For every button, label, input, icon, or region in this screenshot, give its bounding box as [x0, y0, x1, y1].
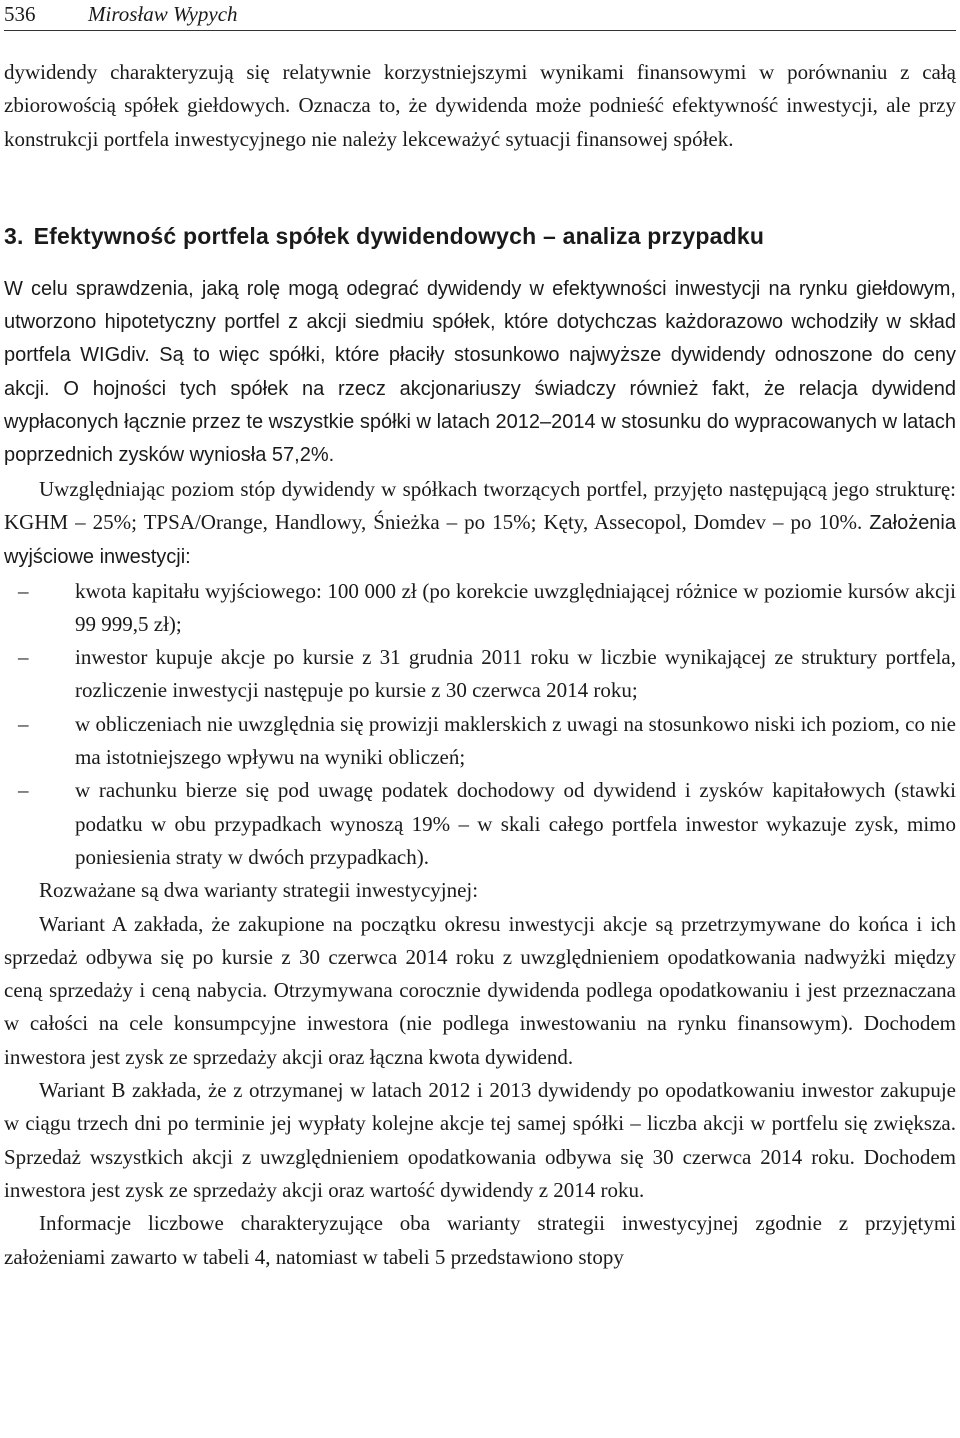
section-number: 3.: [4, 222, 24, 249]
page-number: 536: [4, 2, 36, 26]
paragraph-variant-b: Wariant B zakłada, że z otrzymanej w latach 2012 i 2013 dywidendy po opodatkowaniu inwestor zakupuje w ciągu trzech dni po terminie jej wypłaty kolejne akcje tej samej spółki – liczba akcji w portfelu się zwiększa. Sprzedaż wszystkich akcji z uwzględnieniem opodatkowania odbywa się 30 czerwca 2014 roku. Dochodem inwestora jest zysk ze sprzedaży akcji oraz wartość dywidendy z 2014 roku.: [4, 1078, 956, 1202]
paragraph-portfolio-structure: [4, 473, 956, 575]
list-item: [4, 641, 956, 708]
list-item-text: w obliczeniach nie uwzględnia się prowizji maklerskich z uwagi na stosunkowo niski ich poziom, co nie ma istotniejszego wpływu na wyniki obliczeń;: [75, 711, 956, 770]
list-item-text: inwestor kupuje akcje po kursie z 31 grudnia 2011 roku w liczbie wynikającej ze struktury portfela, rozliczenie inwestycji następuje po kursie z 30 czerwca 2014 roku;: [75, 645, 956, 703]
list-item-text: w rachunku bierze się pod uwagę podatek dochodowy od dywidend i zysków kapitałowych (stawki podatku w obu przypadkach wynoszą 19% – w skali całego portfela inwestor wykazuje zysk, mimo poniesienia straty w dwóch przypadkach).: [75, 778, 956, 869]
section-title: Efektywność portfela spółek dywidendowych – analiza przypadku: [33, 222, 765, 249]
list-item: [4, 575, 956, 642]
list-dash: –: [18, 578, 29, 603]
paragraph-strategy-variants: Rozważane są dwa warianty strategii inwestycyjnej:: [39, 878, 479, 903]
list-dash: –: [18, 711, 29, 736]
running-head: [4, 0, 956, 31]
list-dash: –: [18, 778, 29, 803]
paragraph-variant-a: Wariant A zakłada, że zakupione na początku okresu inwestycji akcje są przetrzymywane do końca i ich sprzedaż odbywa się po kursie z 30 czerwca 2014 roku z uwzględnieniem opodatkowania nadwyżki między ceną sprzedaży i ceną nabycia. Otrzymywana corocznie dywidenda podlega opodatkowaniu i jest przeznaczana w całości na cele konsumpcyjne inwestora (nie podlega inwestowaniu na rynku finansowym). Dochodem inwestora jest zysk ze sprzedaży akcji oraz łączna kwota dywidend.: [4, 911, 956, 1069]
paragraph-tables-intro: Informacje liczbowe charakteryzujące oba warianty strategii inwestycyjnej zgodnie z przyjętymi założeniami zawarto w tabeli 4, natomiast w tabeli 5 przedstawiono stopy: [4, 1211, 956, 1269]
running-head-author: Mirosław Wypych: [88, 2, 238, 26]
portfolio-structure-text: Uwzględniając poziom stóp dywidendy w spółkach tworzących portfel, przyjęto następującą jego strukturę: KGHM – 25%; TPSA/Orange, Handlowy, Śnieżka – po 15%; Kęty, Assecopol, Domdev – po 10%.: [4, 476, 956, 534]
list-item-text: kwota kapitału wyjściowego: 100 000 zł (po korekcie uwzględniającej różnice w poziomie kursów akcji 99 999,5 zł);: [75, 578, 956, 636]
paragraph-case-study: W celu sprawdzenia, jaką rolę mogą odegrać dywidendy w efektywności inwestycji na rynku giełdowym, utworzono hipotetyczny portfel z akcji siedmiu spółek, które dotychczas każdorazowo wchodziły w skład portfela WIGdiv. Są to więc spółki, które płaciły stosunkowo najwyższe dywidendy odnoszone do ceny akcji. O hojności tych spółek na rzecz akcjonariuszy świadczy również fakt, że relacja dywidend wypłaconych łącznie przez te wszystkie spółki w latach 2012–2014 w stosunku do wypracowanych w latach poprzednich zysków wyniosła 57,2%.: [4, 277, 956, 467]
paragraph-continuation: dywidendy charakteryzują się relatywnie korzystniejszymi wynikami finansowymi w porównaniu z całą zbiorowością spółek giełdowych. Oznacza to, że dywidenda może podnieść efektywność inwestycji, ale przy konstrukcji portfela inwestycyjnego nie należy lekceważyć sytuacji finansowej spółek.: [4, 60, 956, 151]
section-heading: [4, 220, 956, 253]
list-item: [4, 708, 956, 775]
list-item: [4, 774, 956, 874]
body-text: [4, 56, 956, 1274]
assumptions-list: [4, 575, 956, 875]
assumptions-intro: Założenia wyjściowe inwestycji:: [4, 511, 956, 569]
list-dash: –: [18, 645, 29, 670]
